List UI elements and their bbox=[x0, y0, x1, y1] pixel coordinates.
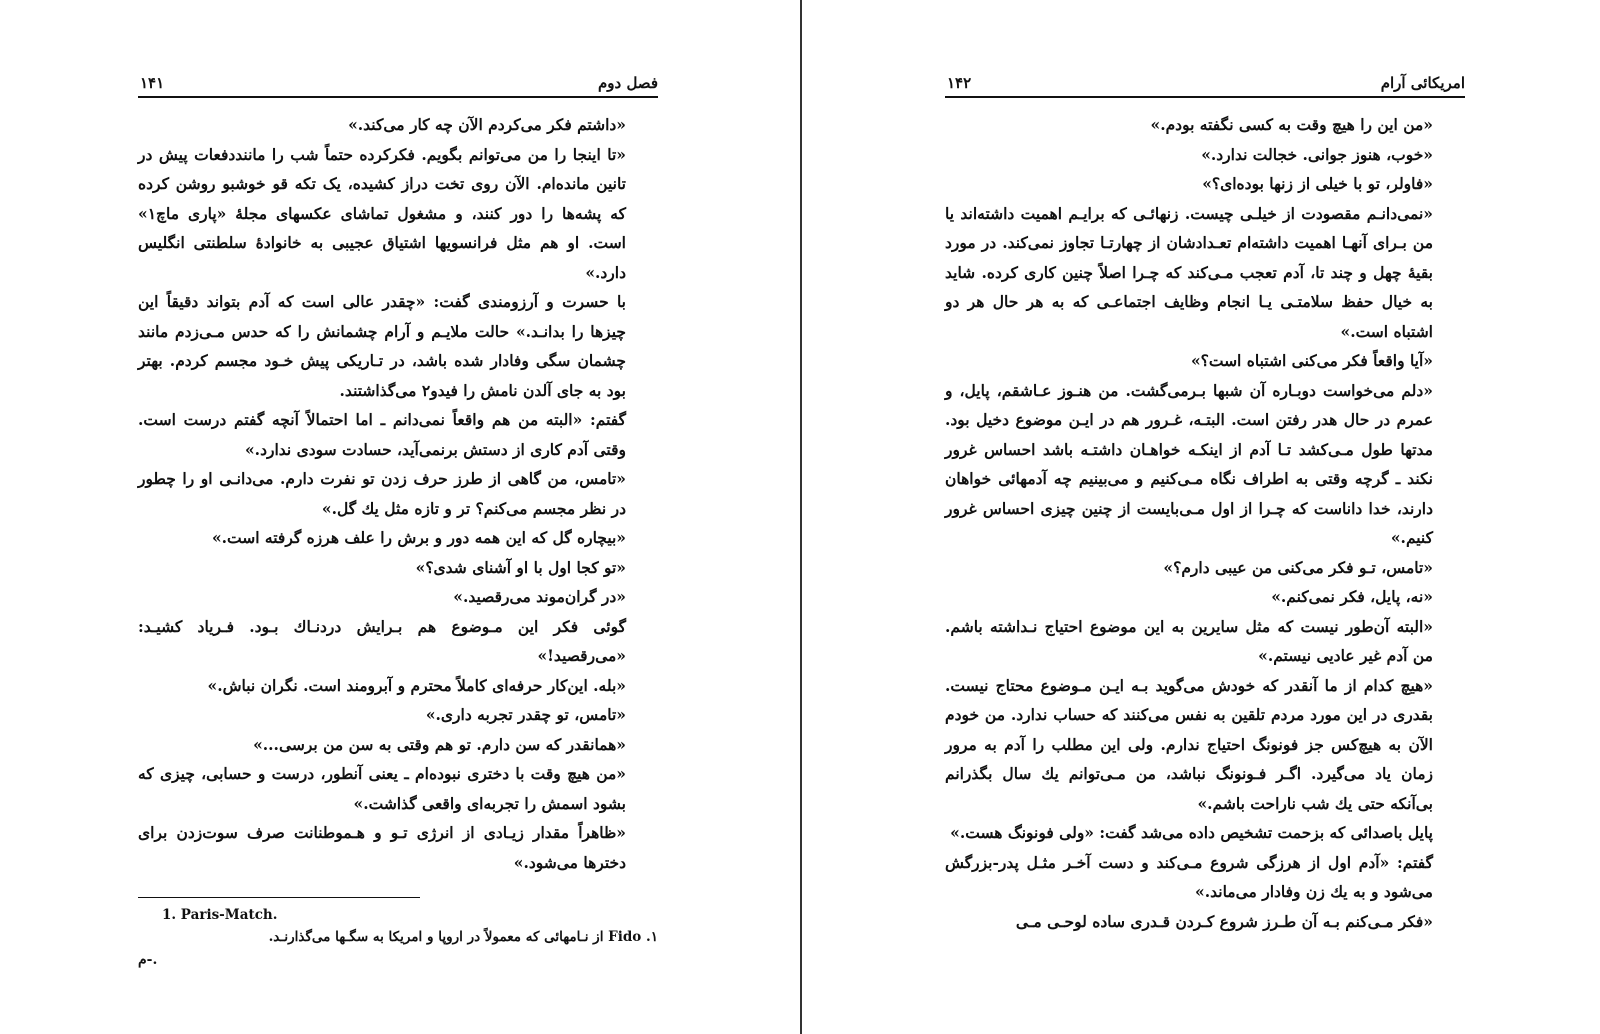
paragraph: «بیچاره گل که این همه دور و برش را علف هرزه گرفته است.» bbox=[211, 528, 626, 547]
paragraph: «تامس، تو چقدر تجربه داری.» bbox=[425, 705, 626, 724]
left-page-number: ۱۴۱ bbox=[140, 74, 165, 92]
paragraph: «تامس، تـو فکر می‌کنی من عیبی دارم؟» bbox=[1163, 557, 1433, 577]
paragraph: «فکر مـی‌کنم بـه آن طـرز شروع کـردن قـدری ساده لوحـی مـی bbox=[1015, 911, 1433, 931]
paragraph: «تا اینجا را من می‌توانم بگویم. فکرکرده حتماً شب را ماننددفعات پیش در تانین مانده‌ام. الآن روی تخت دراز کشیده، یک تکه قو خوشبو روشن کرده که پشه‌ها را دور کنند، و مشغول تماشای عکسهای مجلهٔ «پاری ماچ۱» است. او هم مثل فرانسویها اشتیاق عجیبی به خانوادهٔ سلطنتی انگلیس دارد.» bbox=[138, 144, 626, 282]
left-page bbox=[138, 66, 658, 968]
left-running-title: فصل دوم bbox=[598, 74, 658, 92]
paragraph: «دلم می‌خواست دوبـاره آن شبها بـرمی‌گشت. من هنـوز عـاشقم، پایل، و عمرم در حال هدر رفتن است. البتـه، غـرور هم در ایـن موضوع دخیل بود. مدتها طول مـی‌کشد تـا آدم از اینکـه خواهـان داشتـه باشد احساس غرور نکند ـ گرچه وقتی به اطراف نگاه مـی‌کنیم و می‌بینیم چه آدمهائی خواهان دارند، خدا داناست که چـرا از اول مـی‌بایست از چنین چیزی احساس غرور کنیم.» bbox=[945, 380, 1433, 547]
paragraph: «نمی‌دانـم مقصودت از خیلـی چیست. زنهائـی که برایـم اهمیت داشته‌اند یا من بـرای آنهـا اهمیت داشته‌ام تعـدادشان از چهارتـا تجاوز نمی‌کند. در مورد بقیهٔ چهل و چند تا، آدم تعجب مـی‌کند که چـرا اصلاً چنین کاری کرده. شاید به خیال حفظ سلامتـی یـا انجام وظایف اجتماعـی که به هر حال هر دو اشتباه است.» bbox=[945, 203, 1433, 341]
right-page bbox=[945, 66, 1465, 936]
right-page-number: ۱۴۲ bbox=[947, 74, 972, 92]
paragraph: «همانقدر که سن دارم. تو هم وقتی به سن من برسی...» bbox=[253, 734, 626, 754]
right-body-text bbox=[945, 110, 1465, 936]
footnote-1: 1. Paris-Match. bbox=[162, 907, 278, 923]
paragraph: گفتم: «آدم اول از هرزگی شروع مـی‌کند و دست آخـر مثـل پدر-بزرگش می‌شود و به یك زن وفادار می‌ماند.» bbox=[945, 852, 1433, 901]
paragraph: «بله. این‌کار حرفه‌ای کاملاً محترم و آبرومند است. نگران نباش.» bbox=[207, 675, 626, 695]
right-running-title: امریکائی آرام bbox=[1380, 74, 1465, 92]
paragraph: «آیا واقعاً فکر می‌کنی اشتباه است؟» bbox=[1190, 351, 1433, 370]
left-body-text bbox=[138, 110, 658, 877]
paragraph: «ظاهراً مقدار زیـادی از انرژی تـو و هـموطنانت صرف سوت‌زدن برای دخترها می‌شود.» bbox=[138, 823, 626, 872]
paragraph: «داشتم فکر می‌کردم الآن چه کار می‌کند.» bbox=[348, 115, 626, 134]
paragraph: گفتم: «البته من هم واقعاً نمی‌دانم ـ اما احتمالاً آنچه گفتم درست است. وقتی آدم کاری از دستش برنمی‌آید، حسادت سودی ندارد.» bbox=[138, 410, 626, 459]
paragraph: «نه، پایل، فکر نمی‌کنم.» bbox=[1271, 587, 1433, 606]
translator-signature: م-. bbox=[138, 952, 158, 968]
paragraph: با حسرت و آرزومندی گفت: «چقدر عالی است که آدم بتواند دقیقاً این چیزها را بدانـد.» حالت ملایـم و آرام چشمانش را که حدس مـی‌زدم مانند چشمان سگی وفادار شده باشد، در تـاریکی پیش خـود مجسم کردم. بهتر بود به جای آلدن نامش را فیدو۲ می‌گذاشتند. bbox=[138, 292, 626, 400]
paragraph: «خوب، هنوز جوانی. خجالت ندارد.» bbox=[1201, 144, 1433, 164]
paragraph: گوئی فکر این مـوضوع هم بـرایش دردنـاك بـود. فـریاد کشیـد: «می‌رقصید!» bbox=[138, 616, 626, 665]
paragraph: «تامس، من گاهی از طرز حرف زدن تو نفرت دارم. می‌دانـی او را چطور در نظر مجسم می‌کنم؟ تر و تازه مثل یك گل.» bbox=[138, 469, 626, 518]
paragraph: «در گران‌موند می‌رقصید.» bbox=[453, 587, 626, 606]
paragraph: «البته آن‌طور نیست که مثل سایرین به این موضوع احتیاج نـداشته باشم. من آدم غیر عادیی نیستم.» bbox=[945, 616, 1433, 665]
paragraph: «فاولر، تو با خیلی از زنها بوده‌ای؟» bbox=[1202, 174, 1433, 193]
paragraph: «من این را هیچ وقت به کسی نگفته بودم.» bbox=[1150, 115, 1433, 134]
footnote-2: ۱. Fido از نـامهائی که معمولاً در اروپا و امریکا به سگـها می‌گذارنـد. bbox=[268, 929, 658, 945]
book-gutter bbox=[800, 0, 802, 1034]
paragraph: پایل باصدائی که بزحمت تشخیص داده می‌شد گفت: «ولی فونونگ هست.» bbox=[950, 823, 1433, 842]
paragraph: «تو کجا اول با او آشنای شدی؟» bbox=[415, 557, 626, 577]
paragraph: «هیچ کدام از ما آنقدر که خودش می‌گوید بـه ایـن مـوضوع محتاج نیست. بقدری در این مورد مردم تلقین به نفس می‌کنند که حساب ندارد. من خودم الآن به هیچ‌کس جز فونونگ احتیاج ندارم. ولی این مطلب را آدم به مرور زمان یاد می‌گیرد. اگـر فـونونگ نباشد، من مـی‌توانم یك سال بگذرانم بی‌آنکه حتی یك شب ناراحت باشم.» bbox=[945, 675, 1433, 813]
right-running-head bbox=[945, 66, 1465, 98]
footnote-rule bbox=[138, 897, 420, 898]
paragraph: «من هیچ وقت با دختری نبوده‌ام ـ یعنی آنطور، درست و حسابی، چیزی که بشود اسمش را تجربه‌ای واقعی گذاشت.» bbox=[138, 764, 626, 813]
left-running-head bbox=[138, 66, 658, 98]
